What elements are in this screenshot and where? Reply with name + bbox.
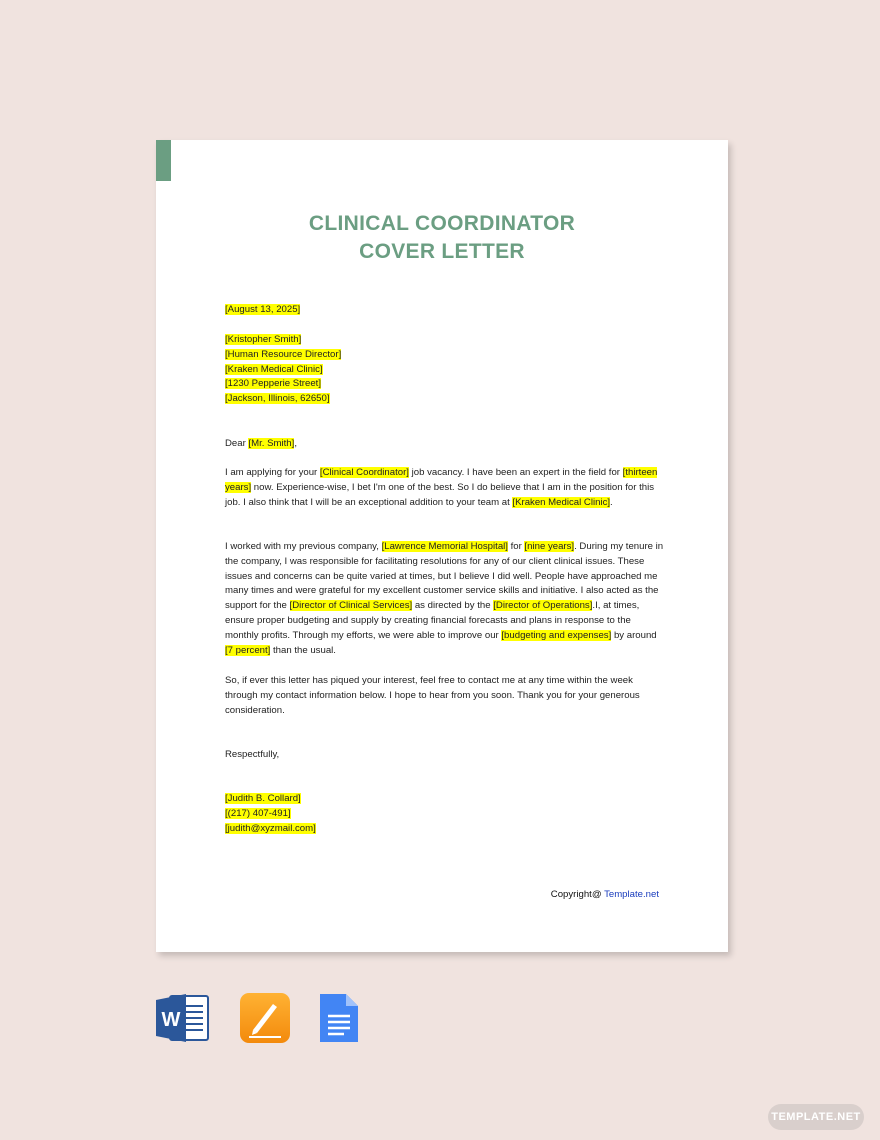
- copyright-prefix: Copyright@: [550, 889, 605, 900]
- signature-block: [225, 792, 665, 836]
- recipient-position: [Human Resource Director]: [225, 348, 342, 360]
- para2-text-4: as directed by the: [412, 600, 494, 612]
- para2-text-7: than the usual.: [270, 644, 336, 656]
- paragraph-intro: [225, 466, 665, 510]
- recipient-address: [225, 333, 665, 407]
- copyright-notice: [551, 889, 659, 900]
- recipient-street: [1230 Pepperie Street]: [225, 378, 322, 390]
- para2-text-2: for: [507, 541, 525, 552]
- para2-text-6: by around: [611, 629, 657, 641]
- apple-pages-icon[interactable]: [239, 992, 291, 1044]
- para1-text-2: job vacancy. I have been an expert in the field for: [408, 467, 623, 478]
- closing-phrase: Respectfully,: [225, 749, 280, 760]
- salutation-suffix: ,: [294, 438, 297, 449]
- title-line-2: COVER LETTER: [359, 240, 525, 263]
- para2-text-3: . During my tenure in the company, I was responsible for facilitating resolutions for any of our client clinical issues. These issues and concerns can be quite varied at times, but I believe I did well. People have approached me many times and were grateful for my excellent customer service skills and initiative. I also acted as the support for the: [225, 541, 664, 612]
- recipient-city: [Jackson, Illinois, 62650]: [225, 393, 330, 405]
- template-watermark: TEMPLATE.NET: [768, 1104, 864, 1130]
- para1-company: [Kraken Medical Clinic]: [512, 496, 611, 508]
- title-line-1: CLINICAL COORDINATOR: [308, 212, 576, 235]
- salutation-name: [Mr. Smith]: [248, 438, 295, 449]
- para1-text-4: .: [610, 496, 613, 508]
- para2-budgeting: [budgeting and expenses]: [501, 629, 612, 641]
- signature-phone: [(217) 407-491]: [225, 807, 291, 819]
- para2-years: [nine years]: [524, 541, 575, 552]
- microsoft-word-icon[interactable]: [156, 992, 210, 1044]
- google-docs-icon[interactable]: [318, 992, 360, 1044]
- recipient-name: [Kristopher Smith]: [225, 334, 302, 345]
- para2-text-1: I worked with my previous company,: [225, 541, 382, 552]
- accent-tab: [156, 140, 171, 181]
- letter-page: [156, 140, 728, 952]
- copyright-brand-link[interactable]: Template.net: [604, 889, 659, 900]
- para1-text-3: now. Experience-wise, I bet I'm one of the best. So I do believe that I am in the position for this job. I also think that I will be an exceptional addition to your team at: [225, 481, 654, 508]
- letter-date: [225, 303, 665, 318]
- para2-text-5: .I, at times, ensure proper budgeting and supply by creating financial forecasts and plans in response to the monthly profits. Through my efforts, we were able to improve our: [225, 600, 640, 641]
- document-title: [156, 210, 728, 266]
- date-field: [August 13, 2025]: [225, 304, 301, 315]
- salutation-prefix: Dear: [225, 438, 249, 449]
- paragraph-experience: [225, 540, 665, 658]
- para2-previous-company: [Lawrence Memorial Hospital]: [381, 541, 508, 552]
- para2-percent: [7 percent]: [225, 644, 271, 656]
- para1-text-1: I am applying for your: [225, 467, 320, 478]
- para1-years: [thirteen years]: [225, 467, 658, 493]
- signature-name: [Judith B. Collard]: [225, 793, 301, 804]
- para2-director-clinical: [Director of Clinical Services]: [289, 600, 413, 612]
- paragraph-closing: So, if ever this letter has piqued your interest, feel free to contact me at any time within the week through my contact information below. I hope to hear from you soon. Thank you for your generous consideration.: [225, 675, 640, 716]
- recipient-company: [Kraken Medical Clinic]: [225, 363, 323, 375]
- salutation: [225, 437, 665, 452]
- signature-email: [judith@xyzmail.com]: [225, 822, 316, 834]
- para1-job-title: [Clinical Coordinator]: [319, 467, 409, 478]
- para2-director-operations: [Director of Operations]: [493, 600, 593, 612]
- svg-text:W: W: [161, 1009, 181, 1031]
